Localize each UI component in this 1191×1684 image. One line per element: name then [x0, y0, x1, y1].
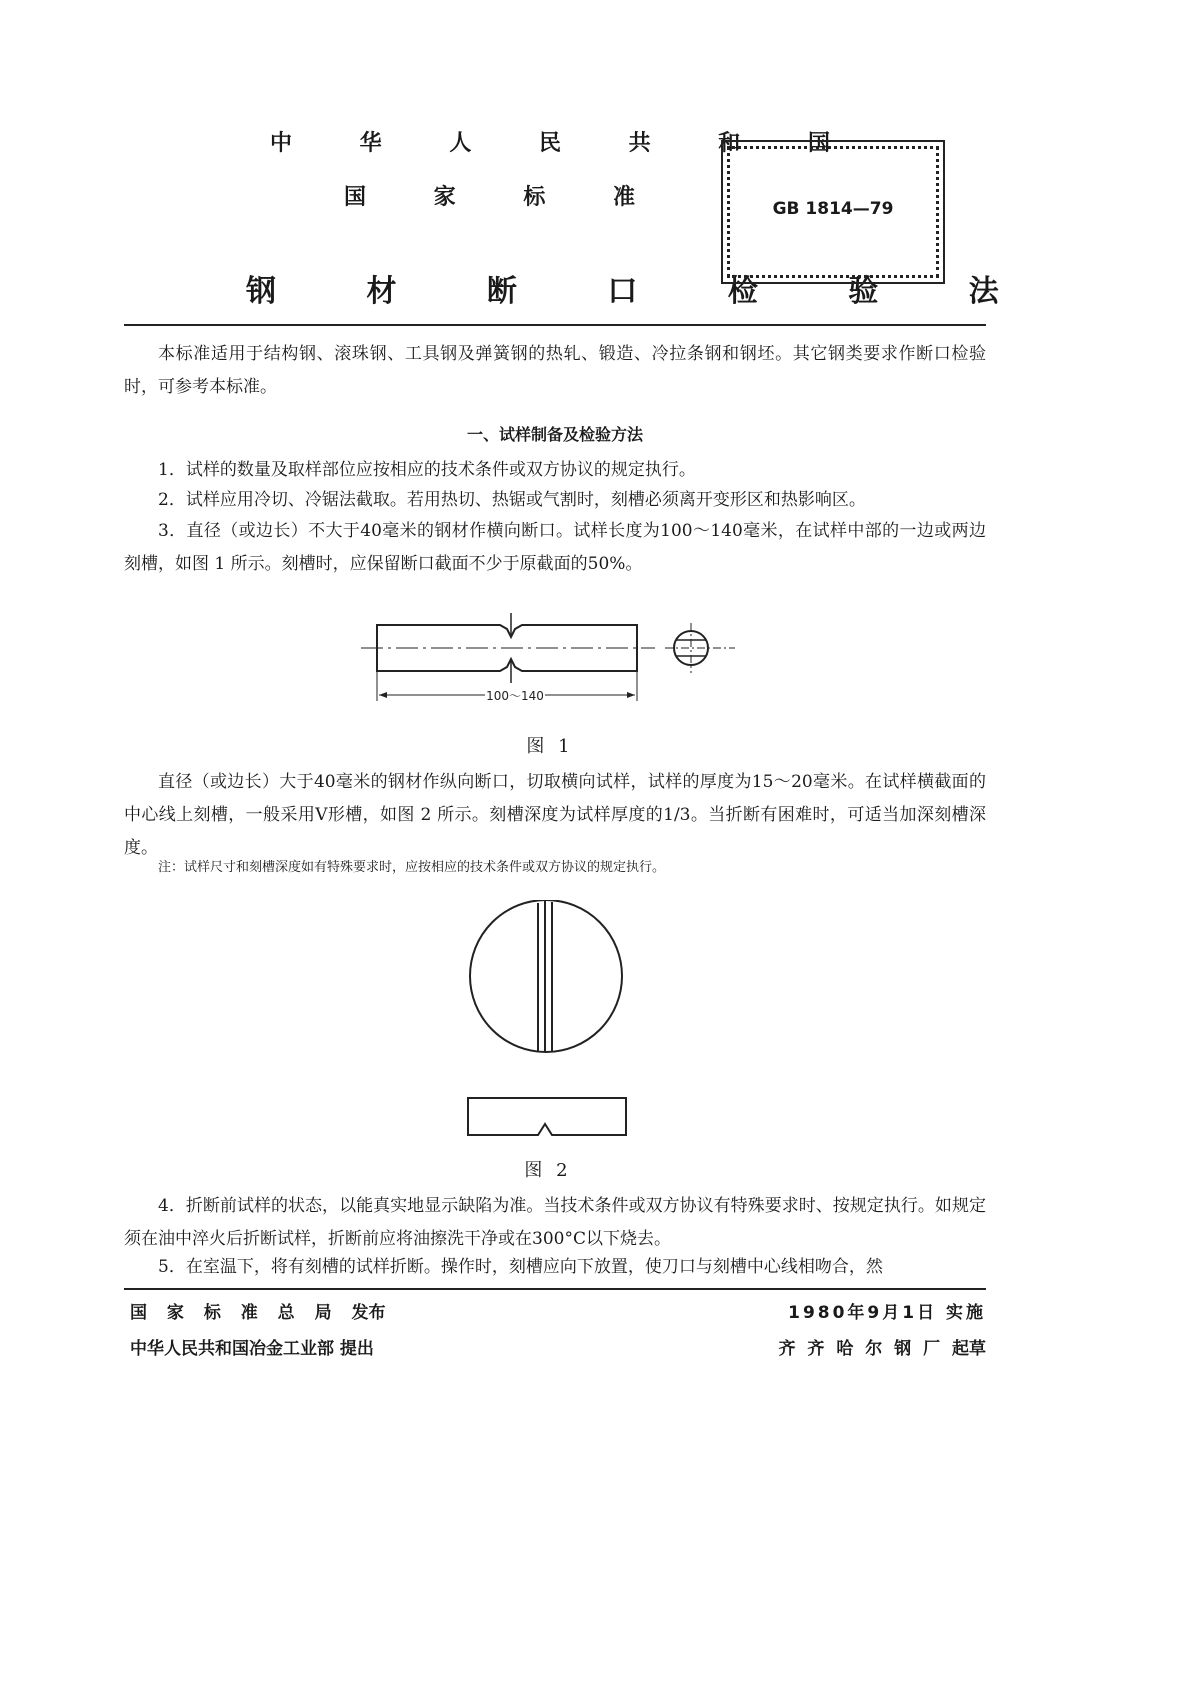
- standard-code: GB 1814—79: [772, 199, 894, 219]
- section-heading: 一、试样制备及检验方法: [466, 425, 643, 444]
- proposer: 中华人民共和国冶金工业部 提出: [130, 1339, 374, 1359]
- header-divider: [124, 324, 986, 326]
- item-1: 1．试样的数量及取样部位应按相应的技术条件或双方协议的规定执行。: [158, 460, 696, 480]
- figure-2-caption: 图 2: [524, 1160, 572, 1181]
- large-bar-paragraph: 直径（或边长）大于40毫米的钢材作纵向断口，切取横向试样，试样的厚度为15～20毫米。在试样横截面的中心线上刻槽，一般采用V形槽，如图 2 所示。刻槽深度为试样厚度的1/3。当折断有困难时，可适当加深刻槽深度。: [124, 772, 986, 858]
- item-3: 3．直径（或边长）不大于40毫米的钢材作横向断口。试样长度为100～140毫米，在试样中部的一边或两边刻槽，如图 1 所示。刻槽时，应保留断口截面不少于原截面的50%。: [124, 521, 986, 574]
- note: 注：试样尺寸和刻槽深度如有特殊要求时，应按相应的技术条件或双方协议的规定执行。: [158, 860, 666, 875]
- publisher: 国 家 标 准 总 局 发布: [130, 1303, 386, 1323]
- effective-date: 1980年9月1日 实施: [788, 1303, 986, 1323]
- document-title: 钢 材 断 口 检 验 法: [246, 274, 1039, 309]
- item-4: 4．折断前试样的状态，以能真实地显示缺陷为准。当技术条件或双方协议有特殊要求时、按规定执行。如规定须在油中淬火后折断试样，折断前应将油擦洗干净或在300°C以下烧去。: [124, 1196, 986, 1249]
- item-2: 2．试样应用冷切、冷锯法截取。若用热切、热锯或气割时，刻槽必须离开变形区和热影响区。: [158, 490, 866, 510]
- intro-paragraph: 本标准适用于结构钢、滚珠钢、工具钢及弹簧钢的热轧、锻造、冷拉条钢和钢坯。其它钢类要求作断口检验时，可参考本标准。: [124, 344, 986, 397]
- figure-1-dimension-label: 100～140: [486, 689, 544, 703]
- item-5: 5．在室温下，将有刻槽的试样折断。操作时，刻槽应向下放置，使刀口与刻槽中心线相吻合，然: [158, 1257, 883, 1277]
- figure-1-caption: 图 1: [526, 736, 574, 757]
- footer-divider: [124, 1288, 986, 1290]
- standard-category: 国 家 标 准: [344, 185, 665, 210]
- figure-2-drawing: [460, 900, 640, 1145]
- standard-code-box: [727, 146, 939, 278]
- figure-1-drawing: [355, 605, 745, 710]
- drafter: 齐 齐 哈 尔 钢 厂 起草: [778, 1339, 986, 1359]
- country-name: 中 华 人 民 共 和 国: [270, 131, 860, 156]
